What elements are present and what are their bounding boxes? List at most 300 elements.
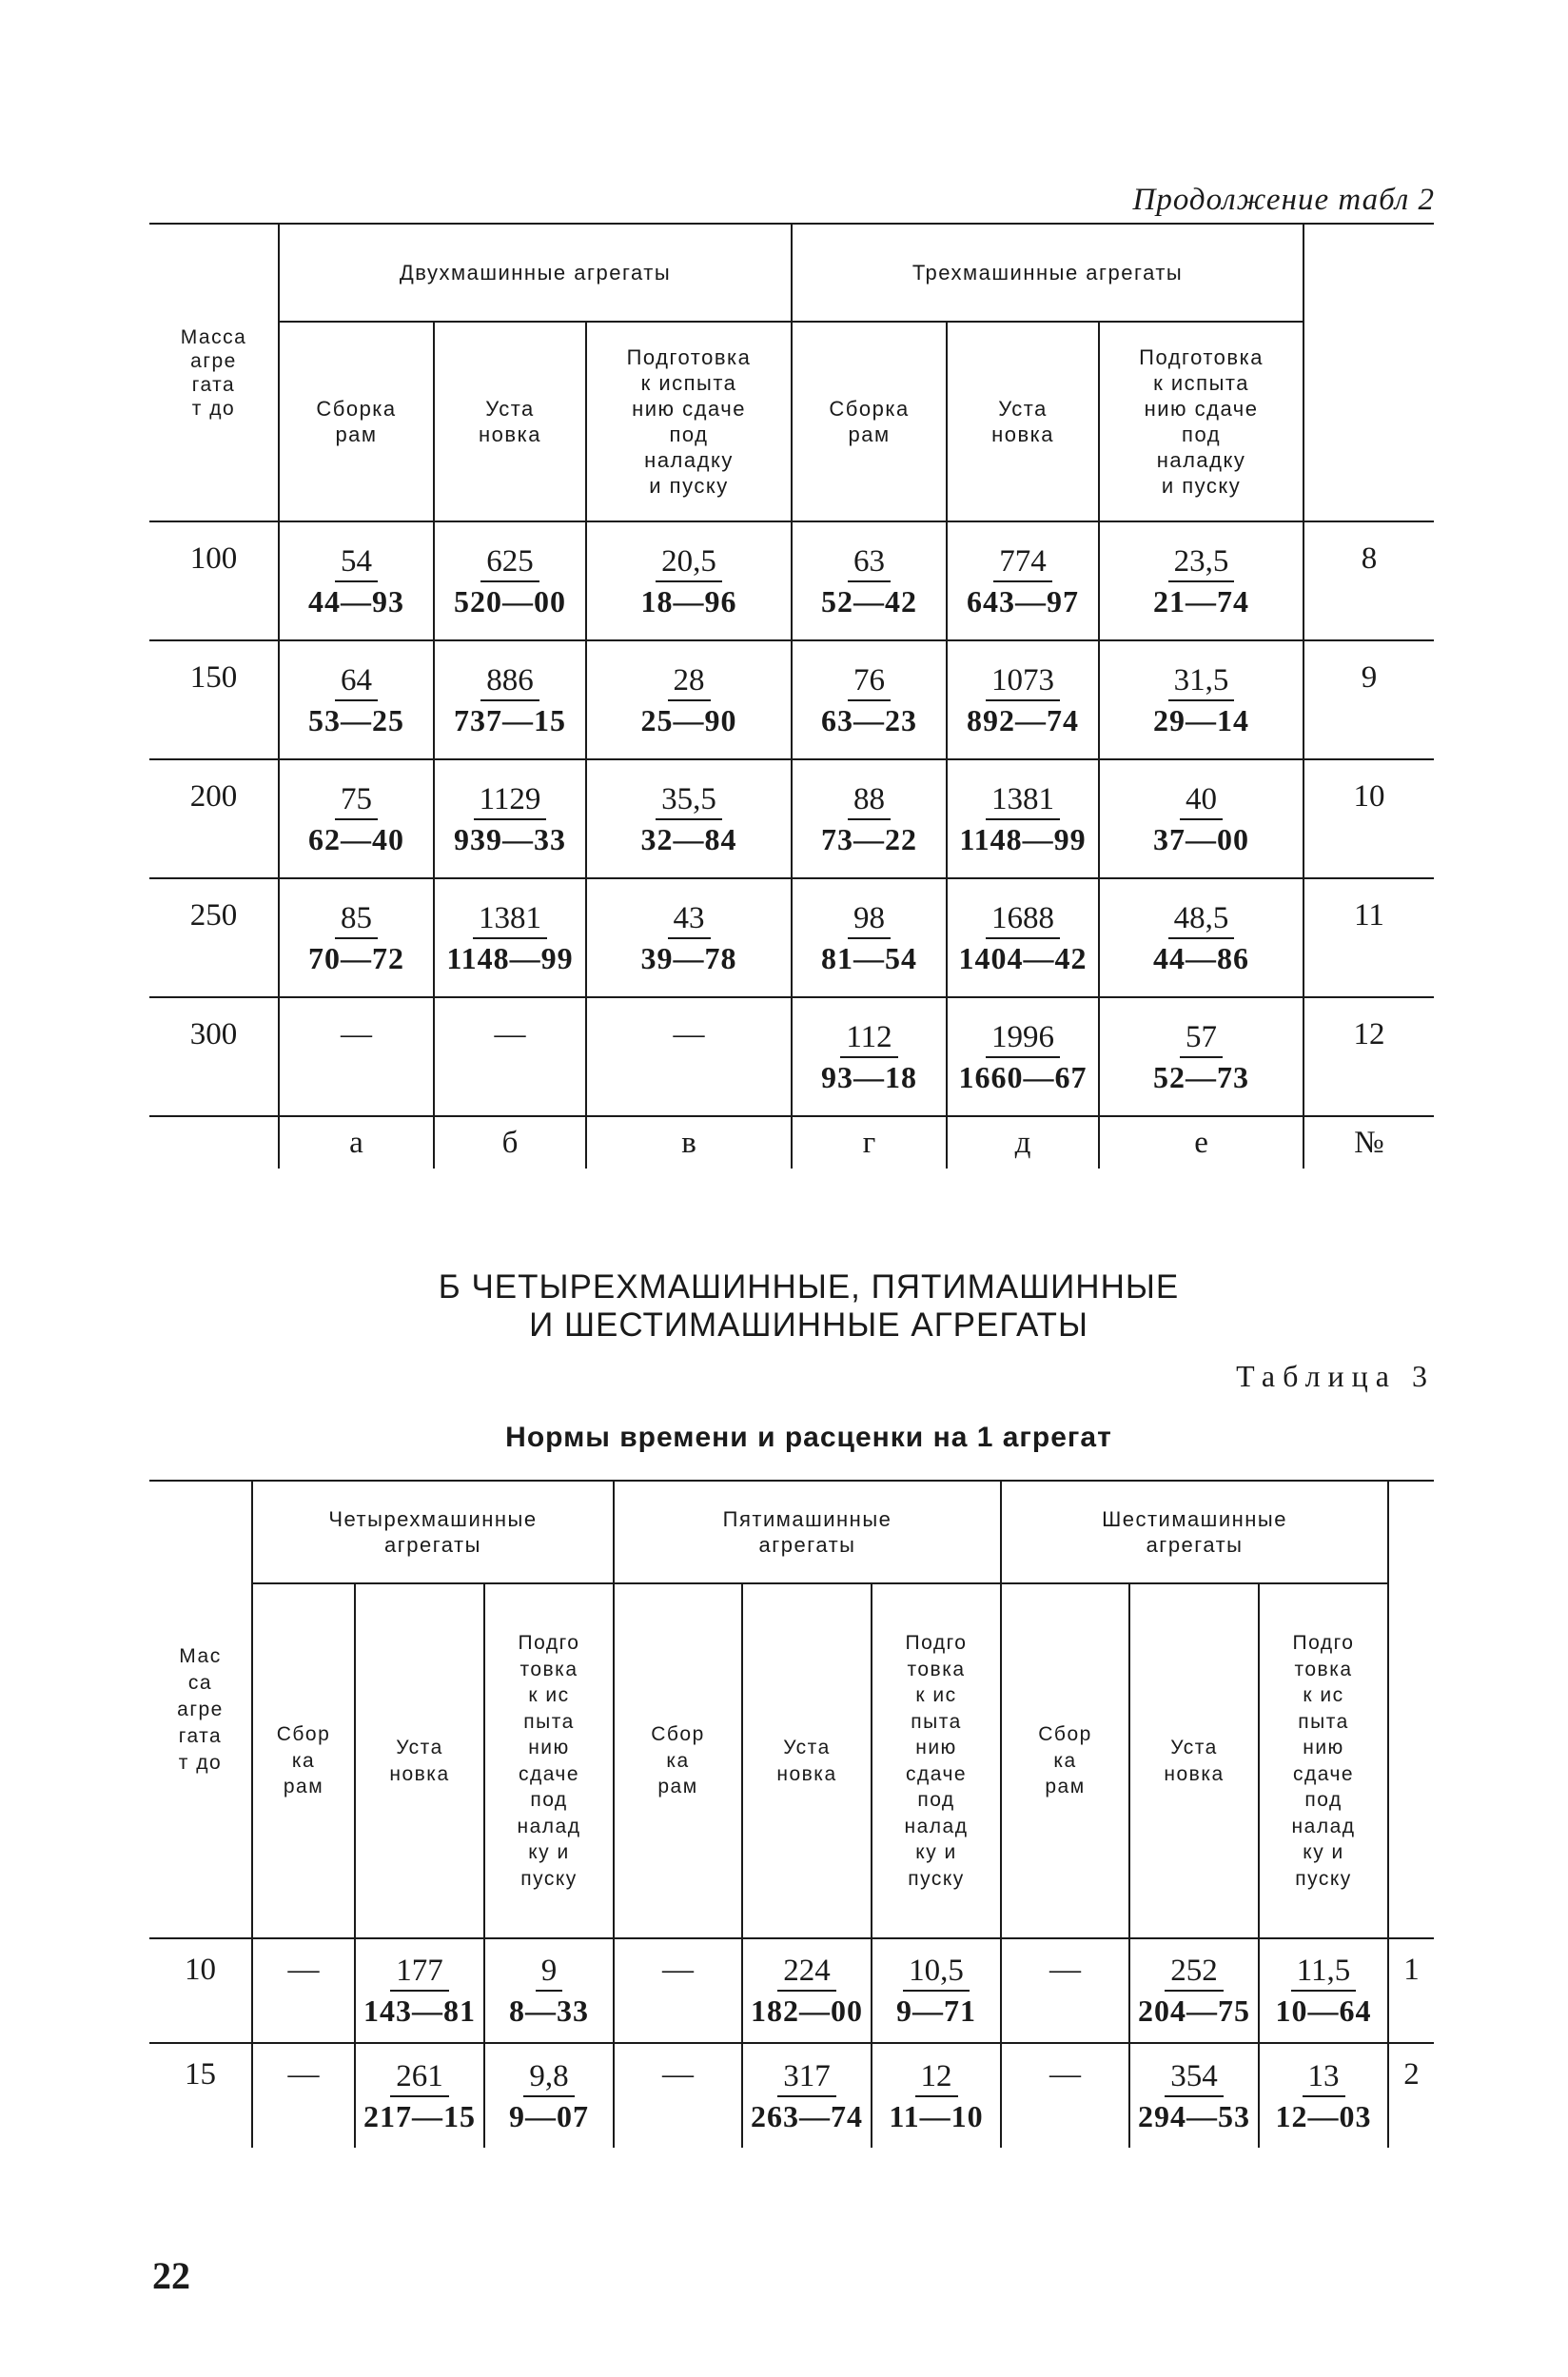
time-norm: 31,5 (1168, 661, 1235, 701)
table-cell (1129, 1938, 1259, 2043)
rate-value: 939—33 (454, 821, 566, 856)
table-cell (586, 997, 792, 1116)
mass-value: 10 (149, 1938, 252, 2043)
column-letter: а (279, 1116, 434, 1169)
table-cell (742, 2043, 872, 2148)
dash-value: — (287, 1953, 320, 1987)
rate-value: 892—74 (967, 702, 1080, 737)
header-text-line: под (1304, 1789, 1343, 1811)
norm-rate-fraction (1153, 899, 1249, 977)
mass-value: 15 (185, 2057, 216, 2092)
rate-value: 204—75 (1138, 1994, 1251, 2028)
norm-rate-fraction (967, 542, 1079, 620)
table-cell (484, 2043, 614, 2148)
header-text-line: и пуску (649, 474, 729, 498)
time-norm: 54 (335, 542, 378, 582)
header-text-line: наладку (644, 448, 734, 472)
time-norm: 85 (335, 899, 378, 939)
row-number: 1 (1388, 1938, 1434, 2043)
subcolumn-header (1001, 1583, 1129, 1938)
header-text-line: гата (191, 373, 236, 396)
header-text-line: к испыта (640, 371, 737, 395)
header-text-line: ка (291, 1749, 316, 1772)
dash-value: — (1049, 1953, 1082, 1987)
rate-value: 1148—99 (446, 940, 574, 975)
time-norm: 43 (668, 899, 711, 939)
rate-value: 62—40 (308, 821, 404, 856)
time-norm: 886 (480, 661, 539, 701)
header-text-line: рам (657, 1776, 698, 1798)
subcolumn-header (947, 322, 1099, 521)
norm-rate-fraction (959, 780, 1086, 858)
table-cell (279, 759, 434, 878)
subcolumn-header (1129, 1583, 1259, 1938)
rate-value: 10—64 (1275, 1994, 1372, 2028)
header-text-line: Уста (1170, 1737, 1218, 1758)
norm-rate-fraction (1138, 1952, 1250, 2030)
header-text-line: новка (479, 422, 541, 446)
subcolumn-header (792, 322, 947, 521)
time-norm: 28 (668, 661, 711, 701)
dash-value: — (662, 2057, 694, 2092)
rate-value: 9—71 (896, 1994, 977, 2028)
subcolumn-header (1259, 1583, 1388, 1938)
header-row-subcolumns (149, 1583, 1434, 1938)
time-norm: 63 (848, 542, 891, 582)
table-3 (149, 1480, 1434, 2148)
table-2-continuation (149, 223, 1434, 1169)
header-text-line: пыта (1298, 1710, 1349, 1733)
row-number: 12 (1303, 997, 1434, 1116)
header-text-line: и пуску (1161, 474, 1242, 498)
time-norm: 40 (1180, 780, 1223, 820)
dash-value: — (662, 1953, 694, 1987)
subcolumn-header (586, 322, 792, 521)
dash-value: — (673, 1017, 705, 1051)
page-number: 22 (152, 2254, 190, 2297)
header-text-line: сдаче (905, 1762, 968, 1785)
header-text-line: Пятимашинные (722, 1507, 892, 1531)
norm-rate-fraction (454, 780, 566, 858)
table-cell (872, 2043, 1001, 2148)
rate-value: 25—90 (640, 702, 737, 737)
time-norm: 13 (1303, 2057, 1345, 2097)
header-text-line: под (917, 1789, 955, 1811)
table-cell (586, 640, 792, 759)
table-cell (279, 878, 434, 997)
norm-rate-fraction (308, 542, 404, 620)
header-text-line: пуску (1295, 1867, 1352, 1890)
header-text-line: рам (848, 422, 891, 446)
table-row (149, 1938, 1434, 2043)
rate-value: 81—54 (821, 940, 918, 975)
time-norm: 10,5 (903, 1952, 970, 1992)
header-text-line: сдаче (1292, 1762, 1355, 1785)
subcolumn-header (484, 1583, 614, 1938)
rate-value: 11—10 (889, 2098, 984, 2133)
norm-rate-fraction (751, 2057, 863, 2135)
header-text-line: ку и (1303, 1841, 1344, 1863)
header-text-line: налад (904, 1815, 969, 1837)
table-row (149, 2043, 1434, 2148)
column-letter: в (586, 1116, 792, 1169)
norm-rate-fraction (1138, 2057, 1250, 2135)
mass-value: 250 (149, 878, 279, 997)
table-cell (872, 1938, 1001, 2043)
time-norm: 98 (848, 899, 891, 939)
footer-blank (149, 1116, 279, 1169)
norm-rate-fraction (1153, 661, 1249, 739)
table-cell (1099, 521, 1303, 640)
header-text-line: Сбор (276, 1723, 331, 1746)
norm-rate-fraction (641, 542, 737, 620)
section-title-line-1: Б ЧЕТЫРЕХМАШИННЫЕ, ПЯТИМАШИННЫЕ (438, 1268, 1180, 1306)
norm-rate-fraction (454, 661, 566, 739)
rate-value: 70—72 (308, 940, 404, 975)
header-text-line: налад (1291, 1815, 1356, 1837)
header-text-line: ку и (528, 1841, 570, 1863)
table-row (149, 997, 1434, 1116)
header-row-groups (149, 224, 1434, 322)
norm-rate-fraction (509, 2057, 589, 2135)
table-cell (434, 640, 586, 759)
header-text-line: под (530, 1789, 568, 1811)
time-norm: 317 (777, 2057, 836, 2097)
table-cell (1099, 640, 1303, 759)
header-text-line: Подго (1292, 1632, 1355, 1654)
norm-rate-fraction (1276, 1952, 1372, 2030)
norm-rate-fraction (509, 1952, 589, 2030)
row-number: 8 (1303, 521, 1434, 640)
norm-rate-fraction (1153, 780, 1249, 858)
time-norm: 177 (390, 1952, 449, 1992)
rate-value: 520—00 (454, 583, 566, 619)
table-cell (947, 521, 1099, 640)
number-column-header (1388, 1481, 1434, 1938)
header-text-line: Подго (905, 1632, 968, 1654)
rate-value: 21—74 (1153, 583, 1250, 619)
norm-rate-fraction (1153, 542, 1249, 620)
table-cell (1129, 2043, 1259, 2148)
mass-header (149, 1481, 252, 1938)
header-text-line: агре (177, 1698, 224, 1720)
table-cell (792, 997, 947, 1116)
header-text-line: агре (190, 349, 237, 372)
header-text-line: гата (178, 1724, 223, 1747)
time-norm: 9 (536, 1952, 563, 1992)
rate-value: 737—15 (454, 702, 566, 737)
rate-value: 643—97 (967, 583, 1080, 619)
column-letter: № (1303, 1116, 1434, 1169)
header-row-subcolumns (149, 322, 1434, 521)
table-cell (355, 2043, 484, 2148)
dash-value: — (341, 1017, 372, 1051)
table-cell (434, 878, 586, 997)
header-text-line: нию (915, 1737, 957, 1758)
header-text-line: товка (907, 1658, 966, 1680)
header-text-line: пыта (911, 1710, 962, 1733)
norm-rate-fraction (454, 542, 566, 620)
time-norm: 1073 (986, 661, 1060, 701)
norm-rate-fraction (821, 542, 917, 620)
group-header (1001, 1481, 1388, 1583)
header-text-line: новка (1164, 1762, 1225, 1785)
time-norm: 252 (1165, 1952, 1224, 1992)
subcolumn-header (614, 1583, 742, 1938)
rate-value: 63—23 (821, 702, 918, 737)
table-cell (792, 640, 947, 759)
number-column-header (1303, 224, 1434, 521)
table-cell (586, 521, 792, 640)
header-row-groups (149, 1481, 1434, 1583)
header-text-line: к ис (1303, 1684, 1344, 1706)
header-text-line: к ис (915, 1684, 957, 1706)
header-text-line: Четырехмашинные (328, 1507, 538, 1531)
rate-value: 32—84 (640, 821, 737, 856)
rate-value: 182—00 (751, 1994, 863, 2028)
header-text-line: Сбор (651, 1723, 705, 1746)
column-letter: д (947, 1116, 1099, 1169)
table-cell (947, 878, 1099, 997)
time-norm: 48,5 (1168, 899, 1235, 939)
table-cell (434, 521, 586, 640)
header-text-line: новка (389, 1762, 450, 1785)
rate-value: 39—78 (640, 940, 737, 975)
header-text-line: Уста (485, 397, 535, 421)
time-norm: 12 (915, 2057, 958, 2097)
rate-value: 8—33 (509, 1994, 589, 2028)
header-text-line: Подго (518, 1632, 580, 1654)
rate-value: 1660—67 (958, 1059, 1088, 1094)
rate-value: 294—53 (1138, 2098, 1251, 2133)
table-cell (1259, 2043, 1388, 2148)
table-label: Таблица 3 (1236, 1359, 1435, 1393)
table-row (149, 878, 1434, 997)
table-cell (947, 759, 1099, 878)
rate-value: 9—07 (509, 2098, 589, 2133)
group-header (252, 1481, 614, 1583)
subcolumn-header (355, 1583, 484, 1938)
header-text-line: агрегаты (384, 1533, 481, 1557)
table-cell (586, 759, 792, 878)
rate-value: 52—73 (1153, 1059, 1250, 1094)
header-text-line: рам (335, 422, 378, 446)
table-cell (1099, 997, 1303, 1116)
header-text-line: наладку (1156, 448, 1246, 472)
mass-header (149, 224, 279, 521)
rate-value: 217—15 (363, 2098, 476, 2133)
time-norm: 35,5 (656, 780, 722, 820)
rate-value: 73—22 (821, 821, 918, 856)
rate-value: 18—96 (640, 583, 737, 619)
table-row (149, 759, 1434, 878)
row-number: 2 (1388, 2043, 1434, 2148)
table-cell (279, 997, 434, 1116)
table-row (149, 521, 1434, 640)
dash-value: — (494, 1017, 526, 1051)
time-norm: 112 (840, 1018, 897, 1058)
norm-rate-fraction (751, 1952, 863, 2030)
norm-rate-fraction (967, 661, 1079, 739)
header-text-line: товка (1294, 1658, 1353, 1680)
header-text-line: налад (517, 1815, 581, 1837)
time-norm: 9,8 (523, 2057, 574, 2097)
time-norm: 354 (1165, 2057, 1224, 2097)
norm-rate-fraction (821, 899, 917, 977)
table-cell (252, 1938, 355, 2043)
subcolumn-header (252, 1583, 355, 1938)
table-cell (484, 1938, 614, 2043)
mass-value: 200 (149, 759, 279, 878)
time-norm: 1381 (473, 899, 547, 939)
section-title (0, 1268, 1568, 1345)
header-text-line: са (187, 1671, 213, 1694)
norm-rate-fraction (1276, 2057, 1372, 2135)
header-text-line: Подготовка (1139, 345, 1264, 369)
header-text-line: Сбор (1038, 1723, 1092, 1746)
norm-rate-fraction (959, 899, 1088, 977)
mass-value: 150 (149, 640, 279, 759)
header-text-line: Шестимашинные (1102, 1507, 1287, 1531)
time-norm: 57 (1180, 1018, 1223, 1058)
header-text-line: ку и (915, 1841, 957, 1863)
table-caption: Нормы времени и расценки на 1 агрегат (505, 1422, 1112, 1453)
header-text-line: под (669, 422, 709, 446)
column-letter: б (434, 1116, 586, 1169)
header-text-line: нию (528, 1737, 570, 1758)
table-cell (434, 759, 586, 878)
norm-rate-fraction (446, 899, 573, 977)
continuation-note: Продолжение табл 2 (1132, 183, 1435, 217)
header-text-line: Уста (783, 1737, 831, 1758)
table-cell (586, 878, 792, 997)
rate-value: 37—00 (1153, 821, 1250, 856)
header-text-line: Мас (179, 1644, 222, 1667)
norm-rate-fraction (308, 899, 404, 977)
norm-rate-fraction (641, 780, 737, 858)
column-letter: е (1099, 1116, 1303, 1169)
subcolumn-header (872, 1583, 1001, 1938)
time-norm: 1996 (986, 1018, 1060, 1058)
time-norm: 1129 (474, 780, 547, 820)
header-text-line: к испыта (1153, 371, 1249, 395)
norm-rate-fraction (641, 899, 737, 977)
header-text-line: нию сдаче (632, 397, 746, 421)
table-cell (1001, 1938, 1129, 2043)
header-text-line: Сборка (829, 397, 910, 421)
rate-value: 263—74 (751, 2098, 863, 2133)
header-text-line: сдаче (518, 1762, 580, 1785)
header-text-line: ка (1053, 1749, 1077, 1772)
time-norm: 261 (390, 2057, 449, 2097)
norm-rate-fraction (821, 661, 917, 739)
rate-value: 52—42 (821, 583, 918, 619)
time-norm: 76 (848, 661, 891, 701)
time-norm: 1688 (986, 899, 1060, 939)
rate-value: 44—86 (1153, 940, 1250, 975)
table-cell (434, 997, 586, 1116)
time-norm: 88 (848, 780, 891, 820)
norm-rate-fraction (821, 1018, 917, 1096)
header-text-line: т до (191, 397, 236, 420)
norm-rate-fraction (363, 1952, 476, 2030)
column-letter: г (792, 1116, 947, 1169)
norm-rate-fraction (641, 661, 737, 739)
header-text-line: нию сдаче (1144, 397, 1259, 421)
rate-value: 143—81 (363, 1994, 476, 2028)
header-text-line: т до (178, 1751, 223, 1774)
header-text-line: Уста (998, 397, 1048, 421)
header-text-line: Подготовка (626, 345, 752, 369)
subcolumn-header (434, 322, 586, 521)
table-cell (742, 1938, 872, 2043)
norm-rate-fraction (308, 780, 404, 858)
subcolumn-header (279, 322, 434, 521)
norm-rate-fraction (821, 780, 917, 858)
subcolumn-header (1099, 322, 1303, 521)
table-cell (614, 1938, 742, 2043)
rate-value: 12—03 (1275, 2098, 1372, 2133)
table-cell (947, 997, 1099, 1116)
time-norm: 1381 (986, 780, 1060, 820)
header-text-line: рам (1045, 1776, 1086, 1798)
row-number: 10 (1303, 759, 1434, 878)
header-text-line: ка (666, 1749, 690, 1772)
time-norm: 23,5 (1168, 542, 1235, 582)
header-text-line: под (1182, 422, 1222, 446)
table-cell (1099, 878, 1303, 997)
time-norm: 75 (335, 780, 378, 820)
section-title-line-2: И ШЕСТИМАШИННЫЕ АГРЕГАТЫ (529, 1306, 1088, 1344)
header-text-line: рам (283, 1776, 324, 1798)
header-text-line: новка (776, 1762, 837, 1785)
header-text-line: новка (991, 422, 1054, 446)
time-norm: 20,5 (656, 542, 722, 582)
table-cell (355, 1938, 484, 2043)
header-text-line: Уста (396, 1737, 443, 1758)
header-text-line: пуску (520, 1867, 578, 1890)
table-cell (279, 640, 434, 759)
rate-value: 93—18 (821, 1059, 918, 1094)
table-cell (792, 759, 947, 878)
group-header: Двухмашинные агрегаты (279, 224, 792, 322)
table-cell (1099, 759, 1303, 878)
rate-value: 1404—42 (958, 940, 1088, 975)
dash-value: — (287, 2057, 320, 2092)
header-text-line: товка (519, 1658, 578, 1680)
table-cell (1259, 1938, 1388, 2043)
table-cell (1001, 2043, 1129, 2148)
norm-rate-fraction (959, 1018, 1088, 1096)
norm-rate-fraction (1153, 1018, 1249, 1096)
rate-value: 1148—99 (959, 821, 1087, 856)
table-cell (792, 521, 947, 640)
row-number: 9 (1303, 640, 1434, 759)
table-row (149, 640, 1434, 759)
norm-rate-fraction (308, 661, 404, 739)
footer-row (149, 1116, 1434, 1169)
header-text-line: Масса (180, 325, 247, 348)
time-norm: 224 (777, 1952, 836, 1992)
header-text-line: агрегаты (758, 1533, 856, 1557)
rate-value: 29—14 (1153, 702, 1250, 737)
time-norm: 625 (480, 542, 539, 582)
rate-value: 53—25 (308, 702, 404, 737)
row-number: 11 (1303, 878, 1434, 997)
time-norm: 11,5 (1291, 1952, 1357, 1992)
mass-value: 100 (149, 521, 279, 640)
group-header: Трехмашинные агрегаты (792, 224, 1303, 322)
